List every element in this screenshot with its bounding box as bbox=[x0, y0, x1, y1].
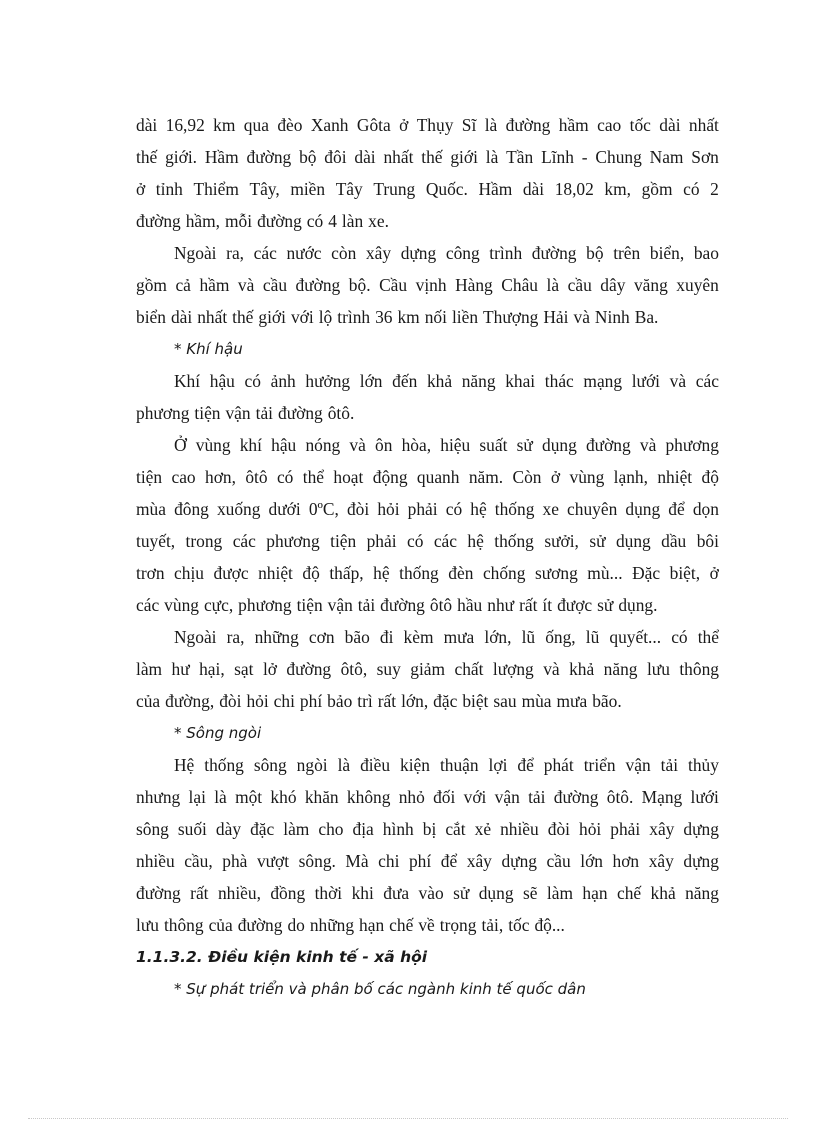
text-line: Ngoài ra, những cơn bão đi kèm mưa lớn, lũ ống, lũ quyết... có thể bbox=[174, 627, 719, 647]
subsection-label-text: * Sông ngòi bbox=[174, 724, 262, 742]
section-heading bbox=[136, 941, 719, 973]
subsection-label-text: * Khí hậu bbox=[174, 340, 243, 358]
paragraph bbox=[136, 621, 719, 717]
text-line: Ở vùng khí hậu nóng và ôn hòa, hiệu suất sử dụng đường và phương bbox=[174, 435, 719, 455]
paragraph bbox=[136, 429, 719, 621]
text-line: đường hầm, mỗi đường có 4 làn xe. bbox=[136, 211, 389, 231]
text-line: biển dài nhất thế giới với lộ trình 36 km nối liền Thượng Hải và Ninh Ba. bbox=[136, 307, 659, 327]
text-line: làm hư hại, sạt lở đường ôtô, suy giảm chất lượng và khả năng lưu thông bbox=[136, 659, 719, 679]
text-line: ở tỉnh Thiểm Tây, miền Tây Trung Quốc. Hầm dài 18,02 km, gồm có 2 bbox=[136, 179, 719, 199]
text-line: mùa đông xuống dưới 0ºC, đòi hỏi phải có hệ thống xe chuyên dụng để dọn bbox=[136, 499, 719, 519]
text-line: nhưng lại là một khó khăn không nhỏ đối với vận tải đường ôtô. Mạng lưới bbox=[136, 787, 719, 807]
text-line: nhiều cầu, phà vượt sông. Mà chi phí để xây dựng cầu lớn hơn xây dựng bbox=[136, 851, 719, 871]
subsection-label-text: * Sự phát triển và phân bố các ngành kinh tế quốc dân bbox=[174, 980, 586, 998]
text-line: gồm cả hầm và cầu đường bộ. Cầu vịnh Hàng Châu là cầu dây văng xuyên bbox=[136, 275, 719, 295]
paragraph bbox=[136, 237, 719, 333]
text-line: phương tiện vận tải đường ôtô. bbox=[136, 403, 355, 423]
subsection-label bbox=[136, 973, 719, 1005]
text-line: các vùng cực, phương tiện vận tải đường ôtô hầu như rất ít được sử dụng. bbox=[136, 595, 658, 615]
text-line: tuyết, trong các phương tiện phải có các hệ thống sưởi, sử dụng dầu bôi bbox=[136, 531, 719, 551]
paragraph bbox=[136, 109, 719, 237]
text-line: Ngoài ra, các nước còn xây dựng công trình đường bộ trên biển, bao bbox=[174, 243, 719, 263]
document-body bbox=[136, 109, 719, 1005]
paragraph bbox=[136, 365, 719, 429]
text-line: thế giới. Hầm đường bộ đôi dài nhất thế giới là Tần Lĩnh - Chung Nam Sơn bbox=[136, 147, 719, 167]
text-line: sông suối dày đặc làm cho địa hình bị cắt xẻ nhiều đòi hỏi phải xây dựng bbox=[136, 819, 719, 839]
text-line: lưu thông của đường do những hạn chế về trọng tải, tốc độ... bbox=[136, 915, 565, 935]
text-line: tiện cao hơn, ôtô có thể hoạt động quanh năm. Còn ở vùng lạnh, nhiệt độ bbox=[136, 467, 719, 487]
section-heading-text: 1.1.3.2. Điều kiện kinh tế - xã hội bbox=[136, 948, 428, 966]
text-line: dài 16,92 km qua đèo Xanh Gôta ở Thụy Sĩ là đường hầm cao tốc dài nhất bbox=[136, 115, 719, 135]
page-footer-rule bbox=[28, 1118, 788, 1119]
subsection-label bbox=[136, 333, 719, 365]
subsection-label bbox=[136, 717, 719, 749]
paragraph bbox=[136, 749, 719, 941]
text-line: của đường, đòi hỏi chi phí bảo trì rất lớn, đặc biệt sau mùa mưa bão. bbox=[136, 691, 622, 711]
text-line: Hệ thống sông ngòi là điều kiện thuận lợi để phát triển vận tải thủy bbox=[174, 755, 719, 775]
text-line: đường rất nhiều, đồng thời khi đưa vào sử dụng sẽ làm hạn chế khả năng bbox=[136, 883, 719, 903]
text-line: trơn chịu được nhiệt độ thấp, hệ thống đèn chống sương mù... Đặc biệt, ở bbox=[136, 563, 719, 583]
text-line: Khí hậu có ảnh hưởng lớn đến khả năng khai thác mạng lưới và các bbox=[174, 371, 719, 391]
